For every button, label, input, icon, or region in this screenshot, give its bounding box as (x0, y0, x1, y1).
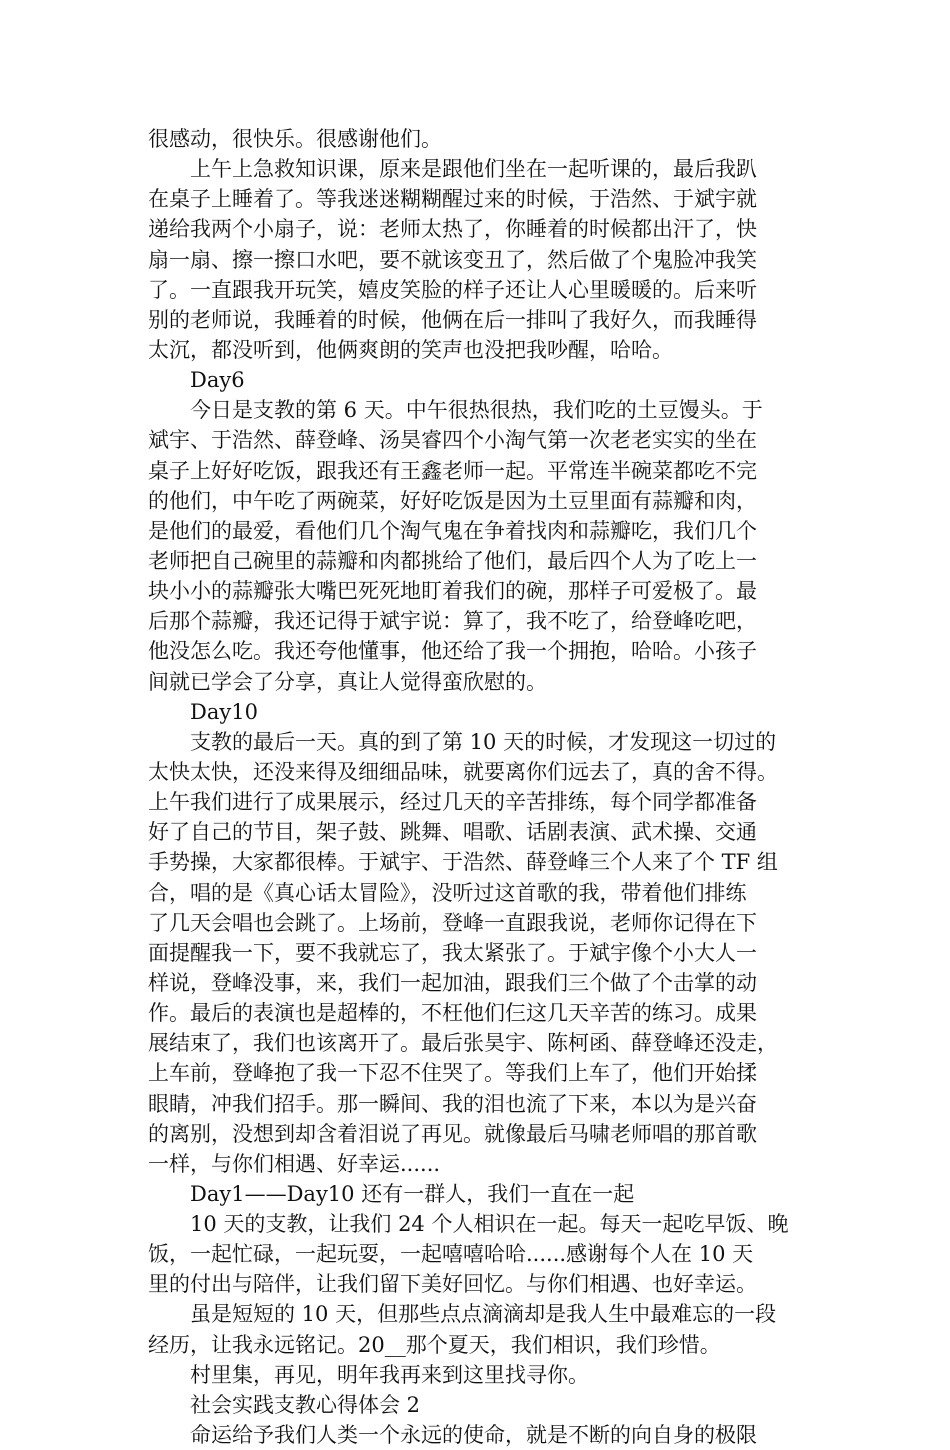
text-line: 社会实践支教心得体会 2 (190, 1392, 421, 1417)
text-line: 太沉，都没听到，他俩爽朗的笑声也没把我吵醒，哈哈。 (148, 337, 673, 362)
text-line: 的离别，没想到却含着泪说了再见。就像最后马啸老师唱的那首歌 (148, 1121, 757, 1146)
text-line: 扇一扇、擦一擦口水吧，要不就该变丑了，然后做了个鬼脸冲我笑 (148, 247, 757, 272)
text-line: 的他们，中午吃了两碗菜，好好吃饭是因为土豆里面有蒜瓣和肉， (148, 488, 757, 513)
text-line: 桌子上好好吃饭，跟我还有王鑫老师一起。平常连半碗菜都吃不完 (148, 458, 757, 483)
text-line: 后那个蒜瓣，我还记得于斌宇说：算了，我不吃了，给登峰吃吧， (148, 609, 757, 634)
text-line: 合，唱的是《真心话太冒险》，没听过这首歌的我，带着他们排练 (148, 880, 747, 905)
text-line: Day10 (190, 699, 258, 724)
text-line: 了。一直跟我开玩笑，嬉皮笑脸的样子还让人心里暖暖的。后来听 (148, 277, 757, 302)
text-line: 一样，与你们相遇、好幸运...... (148, 1151, 441, 1176)
text-line: Day1——Day10 还有一群人，我们一直在一起 (190, 1181, 635, 1206)
text-line: 支教的最后一天。真的到了第 10 天的时候，才发现这一切过的 (190, 729, 777, 754)
text-line: 命运给予我们人类一个永远的使命，就是不断的向自身的极限 (190, 1423, 757, 1448)
text-line: 展结束了，我们也该离开了。最后张昊宇、陈柯函、薛登峰还没走， (148, 1031, 778, 1056)
text-line: 老师把自己碗里的蒜瓣和肉都挑给了他们，最后四个人为了吃上一 (148, 548, 757, 573)
text-line: 块小小的蒜瓣张大嘴巴死死地盯着我们的碗，那样子可爱极了。最 (148, 579, 757, 604)
text-line: 是他们的最爱，看他们几个淘气鬼在争着找肉和蒜瓣吃，我们几个 (148, 518, 757, 543)
text-line: 别的老师说，我睡着的时候，他俩在后一排叫了我好久，而我睡得 (148, 307, 757, 332)
document-body (148, 124, 808, 1450)
text-line: 手势操，大家都很棒。于斌宇、于浩然、薛登峰三个人来了个 TF 组 (148, 850, 778, 875)
text-line: 很感动，很快乐。很感谢他们。 (148, 127, 442, 151)
text-line: 里的付出与陪伴，让我们留下美好回忆。与你们相遇、也好幸运。 (148, 1272, 757, 1297)
text-line: 饭，一起忙碌，一起玩耍，一起嘻嘻哈哈......感谢每个人在 10 天 (148, 1242, 754, 1267)
text-line: 经历，让我永远铭记。20__那个夏天，我们相识，我们珍惜。 (148, 1332, 721, 1357)
text-line: 虽是短短的 10 天，但那些点点滴滴却是我人生中最难忘的一段 (190, 1302, 777, 1327)
text-line: 在桌子上睡着了。等我迷迷糊糊醒过来的时候，于浩然、于斌宇就 (148, 187, 757, 212)
text-line: 上午上急救知识课，原来是跟他们坐在一起听课的，最后我趴 (190, 157, 757, 182)
text-line: 了几天会唱也会跳了。上场前，登峰一直跟我说，老师你记得在下 (148, 910, 757, 935)
text-line: 递给我两个小扇子，说：老师太热了，你睡着的时候都出汗了，快 (148, 217, 757, 242)
text-line: Day6 (190, 368, 245, 393)
text-line: 样说，登峰没事，来，我们一起加油，跟我们三个做了个击掌的动 (148, 970, 757, 995)
text-line: 他没怎么吃。我还夸他懂事，他还给了我一个拥抱，哈哈。小孩子 (148, 639, 757, 664)
text-line: 斌宇、于浩然、薛登峰、汤昊睿四个小淘气第一次老老实实的坐在 (148, 428, 757, 453)
text-line: 今日是支教的第 6 天。中午很热很热，我们吃的土豆馒头。于 (190, 398, 763, 423)
text-line: 间就已学会了分享，真让人觉得蛮欣慰的。 (148, 669, 547, 694)
text-line: 太快太快，还没来得及细细品味，就要离你们远去了，真的舍不得。 (148, 759, 778, 784)
text-line: 上车前，登峰抱了我一下忍不住哭了。等我们上车了，他们开始揉 (148, 1061, 757, 1086)
text-line: 10 天的支教，让我们 24 个人相识在一起。每天一起吃早饭、晚 (190, 1212, 789, 1237)
text-line: 上午我们进行了成果展示，经过几天的辛苦排练，每个同学都准备 (148, 790, 757, 815)
text-line: 村里集，再见，明年我再来到这里找寻你。 (190, 1362, 589, 1387)
text-line: 作。最后的表演也是超棒的，不枉他们仨这几天辛苦的练习。成果 (148, 1001, 757, 1026)
text-line: 眼睛，冲我们招手。那一瞬间、我的泪也流了下来，本以为是兴奋 (148, 1091, 757, 1116)
text-line: 面提醒我一下，要不我就忘了，我太紧张了。于斌宇像个小大人一 (148, 940, 757, 965)
text-line: 好了自己的节目，架子鼓、跳舞、唱歌、话剧表演、武术操、交通 (148, 820, 757, 845)
